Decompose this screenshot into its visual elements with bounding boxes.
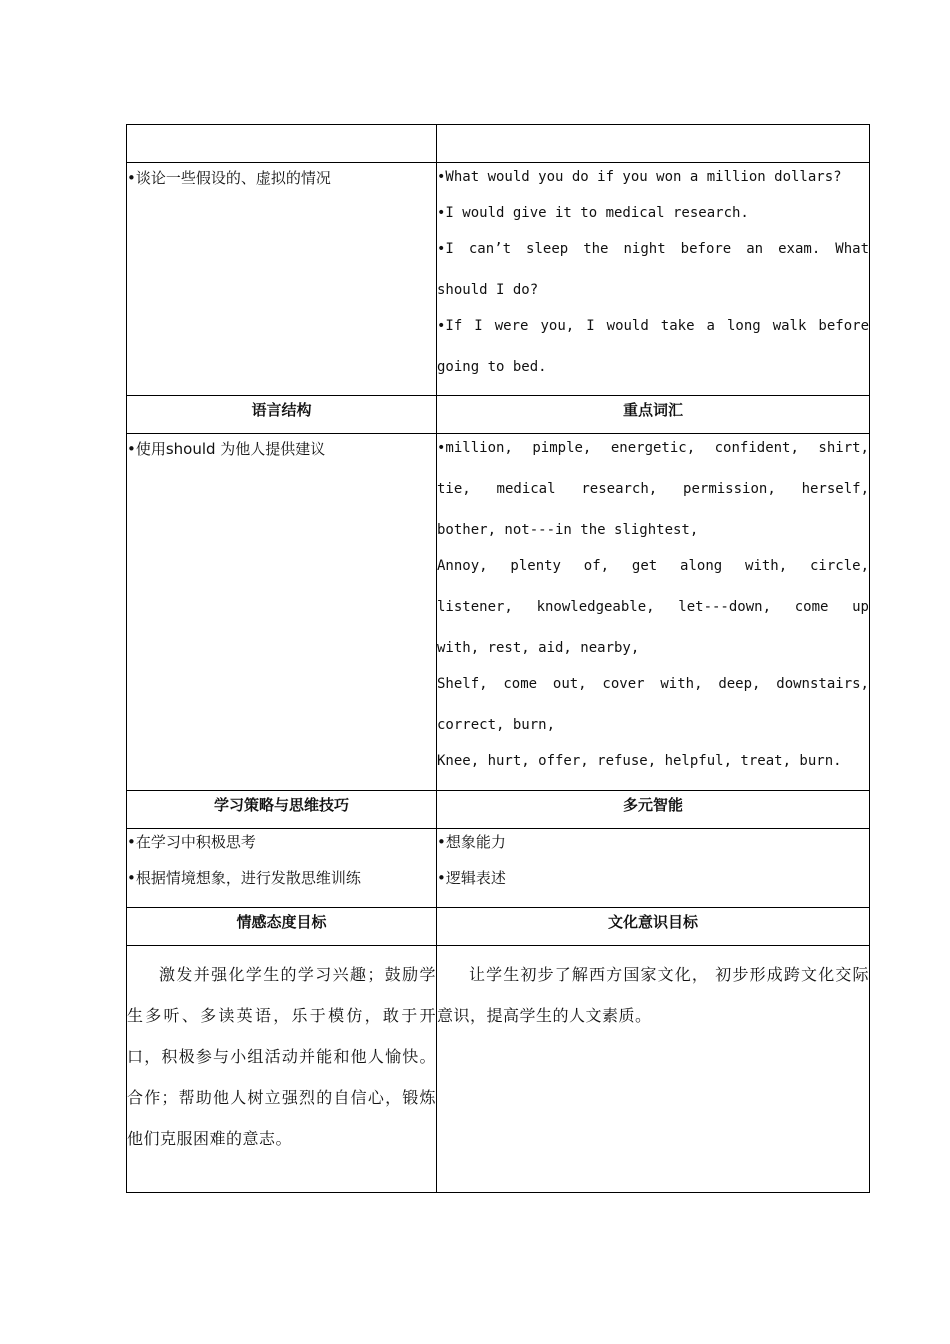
- example-line: •If I were you, I would take a long walk before: [437, 318, 869, 334]
- vocab-line: tie, medical research, permission, herself,: [437, 481, 869, 497]
- cultural-goals-cell: [437, 946, 870, 1193]
- structure-cell: [127, 434, 437, 791]
- emotional-attitude-heading: 情感态度目标: [127, 908, 437, 946]
- intelligence-cell: [437, 829, 870, 908]
- blank-cell-left: [127, 125, 437, 163]
- cultural-awareness-heading: 文化意识目标: [437, 908, 870, 946]
- strategy-cell: [127, 829, 437, 908]
- goals-row: [127, 946, 870, 1193]
- example-line: •I can’t sleep the night before an exam. What: [437, 241, 869, 257]
- example-line: should I do?: [437, 282, 539, 298]
- structure-item: •使用should 为他人提供建议: [127, 440, 326, 458]
- situation-examples-cell: [437, 163, 870, 396]
- example-line: •What would you do if you won a million dollars?: [437, 169, 842, 185]
- emotional-goals-cell: [127, 946, 437, 1193]
- situation-row: [127, 163, 870, 396]
- multiple-intelligence-heading: 多元智能: [437, 791, 870, 829]
- header-row-2: [127, 791, 870, 829]
- structure-row: [127, 434, 870, 791]
- vocab-line: Shelf, come out, cover with, deep, downstairs,: [437, 676, 869, 692]
- learning-strategy-heading: 学习策略与思维技巧: [127, 791, 437, 829]
- vocab-line: Knee, hurt, offer, refuse, helpful, treat, burn.: [437, 753, 842, 769]
- intelligence-item: •逻辑表述: [437, 869, 506, 887]
- vocab-line: bother, not---in the slightest,: [437, 522, 699, 538]
- strategy-item: •在学习中积极思考: [127, 833, 256, 851]
- vocab-line: with, rest, aid, nearby,: [437, 640, 640, 656]
- vocab-line: correct, burn,: [437, 717, 556, 733]
- header-row-1: [127, 396, 870, 434]
- blank-row: [127, 125, 870, 163]
- intelligence-item: •想象能力: [437, 833, 506, 851]
- situation-topic: •谈论一些假设的、虚拟的情况: [127, 169, 331, 187]
- blank-cell-right: [437, 125, 870, 163]
- vocab-line: Annoy, plenty of, get along with, circle,: [437, 558, 869, 574]
- lesson-plan-table: [126, 124, 870, 1193]
- cultural-goals-text: 让学生初步了解西方国家文化， 初步形成跨文化交际意识，提高学生的人文素质。: [437, 965, 869, 1025]
- emotional-goals-text: 激发并强化学生的学习兴趣；鼓励学生多听、多读英语，乐于模仿，敢于开口，积极参与小组活动并能和他人愉快。合作；帮助他人树立强烈的自信心，锻炼他们克服困难的意志。: [127, 965, 436, 1148]
- key-vocabulary-heading: 重点词汇: [437, 396, 870, 434]
- vocab-line: •million, pimple, energetic, confident, shirt,: [437, 440, 869, 456]
- strategy-row: [127, 829, 870, 908]
- strategy-item: •根据情境想象，进行发散思维训练: [127, 869, 361, 887]
- example-line: going to bed.: [437, 359, 547, 375]
- vocabulary-cell: [437, 434, 870, 791]
- example-line: •I would give it to medical research.: [437, 205, 749, 221]
- vocab-line: listener, knowledgeable, let---down, come up: [437, 599, 869, 615]
- language-structure-heading: 语言结构: [127, 396, 437, 434]
- situation-topic-cell: [127, 163, 437, 396]
- header-row-3: [127, 908, 870, 946]
